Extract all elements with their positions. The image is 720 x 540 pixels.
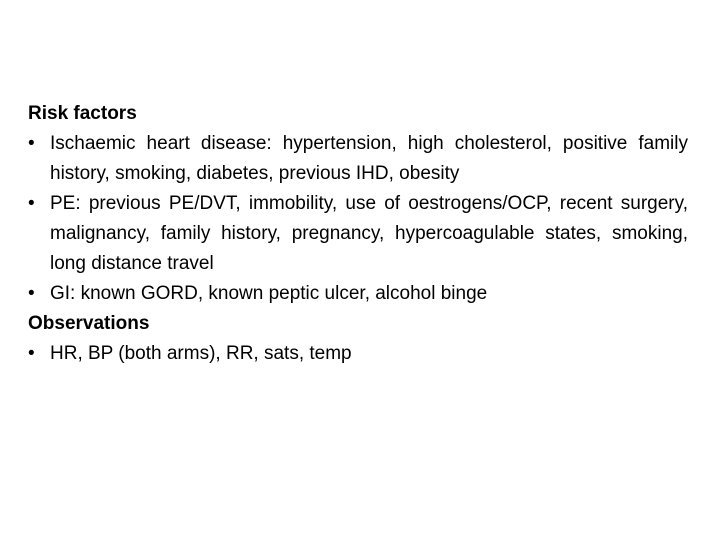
bullet-item-ihd — [28, 129, 688, 189]
bullet-icon: • — [28, 193, 35, 214]
bullet-item-gi — [28, 279, 688, 309]
bullet-list — [28, 129, 688, 309]
section-risk-factors — [28, 99, 688, 309]
bullet-item-pe — [28, 189, 688, 279]
bullet-item-vitals — [28, 339, 688, 369]
bullet-text: PE: previous PE/DVT, immobility, use of oestrogens/OCP, recent surgery, malignancy, family history, pregnancy, hypercoagulable states, smoking, long distance travel — [50, 193, 688, 274]
bullet-list — [28, 339, 688, 369]
bullet-text: Ischaemic heart disease: hypertension, high cholesterol, positive family history, smoking, diabetes, previous IHD, obesity — [50, 133, 688, 184]
bullet-icon: • — [28, 343, 35, 364]
section-heading: Observations — [28, 313, 150, 334]
bullet-icon: • — [28, 283, 35, 304]
bullet-text: GI: known GORD, known peptic ulcer, alcohol binge — [50, 283, 488, 304]
bullet-text: HR, BP (both arms), RR, sats, temp — [50, 343, 352, 364]
section-observations — [28, 309, 688, 369]
section-heading: Risk factors — [28, 103, 137, 124]
bullet-icon: • — [28, 133, 35, 154]
slide-content — [28, 99, 688, 369]
